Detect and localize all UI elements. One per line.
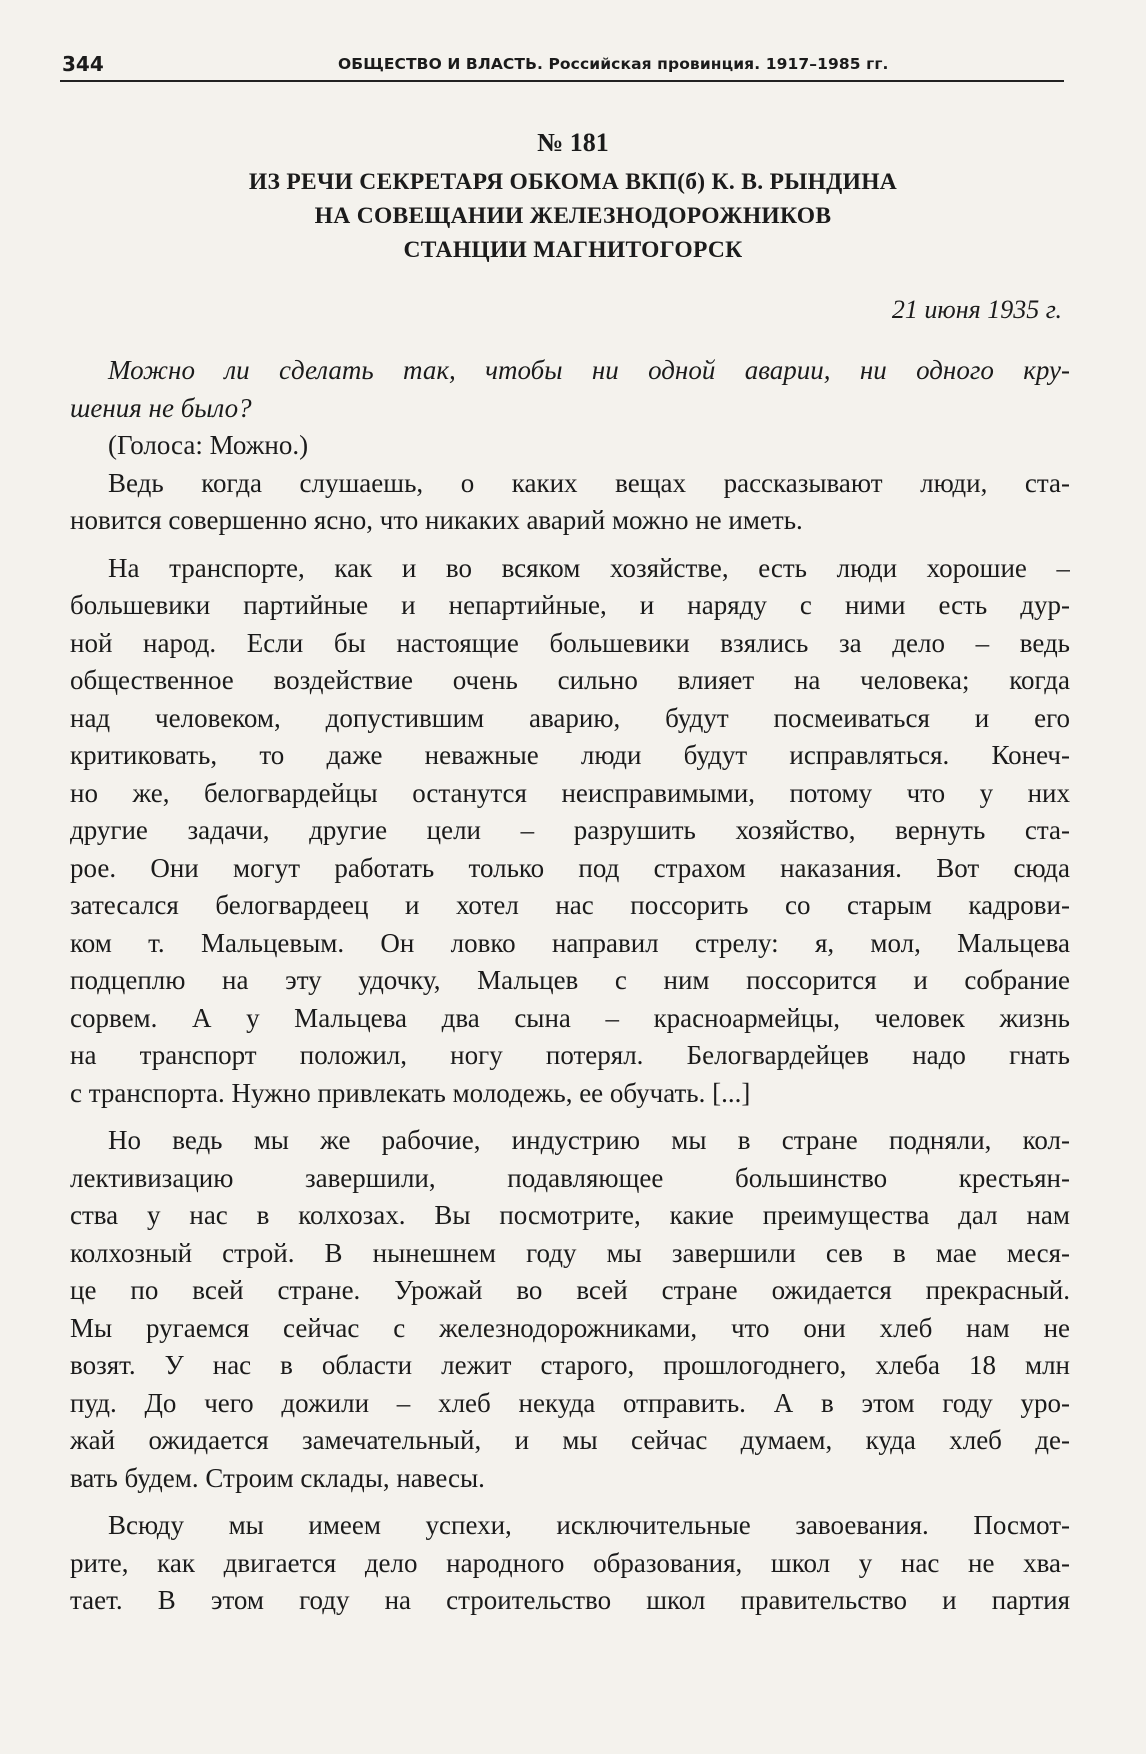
paragraph-gap bbox=[70, 1112, 1070, 1122]
body-line: на транспорт положил, ногу потерял. Белогвардейцев надо гнать bbox=[70, 1040, 1070, 1070]
body-line: пуд. До чего дожили – хлеб некуда отправить. А в этом году уро- bbox=[70, 1387, 1070, 1418]
body-line: новится совершенно ясно, что никаких аварий можно не иметь. bbox=[70, 505, 803, 535]
body-line: ства у нас в колхозах. Вы посмотрите, какие преимущества дал нам bbox=[70, 1200, 1070, 1230]
body-line: лективизацию завершили, подавляющее большинство крестьян- bbox=[70, 1162, 1070, 1193]
body-line: жай ожидается замечательный, и мы сейчас думаем, куда хлеб де- bbox=[70, 1425, 1070, 1455]
document-title-line: СТАНЦИИ МАГНИТОГОРСК bbox=[403, 237, 743, 263]
body-line: затесался белогвардеец и хотел нас поссорить со старым кадрови- bbox=[70, 890, 1070, 920]
body-line: Ведь когда слушаешь, о каких вещах рассказывают люди, ста- bbox=[108, 467, 1070, 498]
running-head: ОБЩЕСТВО И ВЛАСТЬ. Российская провинция. 1917–1985 гг. bbox=[338, 55, 889, 73]
body-line: критиковать, то даже неважные люди будут исправляться. Конеч- bbox=[70, 740, 1070, 770]
body-line: над человеком, допустившим аварию, будут посмеиваться и его bbox=[70, 702, 1070, 733]
body-line: Можно ли сделать так, чтобы ни одной аварии, ни одного кру- bbox=[108, 355, 1070, 385]
body-line: но же, белогвардейцы останутся неисправимыми, потому что у них bbox=[70, 777, 1070, 808]
document-number: № 181 bbox=[537, 128, 609, 157]
body-line: це по всей стране. Урожай во всей стране ожидается прекрасный. bbox=[70, 1275, 1070, 1305]
body-line: подцеплю на эту удочку, Мальцев с ним поссорится и собрание bbox=[70, 965, 1070, 995]
paragraph-gap bbox=[70, 1497, 1070, 1507]
body-line: ной народ. Если бы настоящие большевики взялись за дело – ведь bbox=[70, 627, 1070, 658]
document-date: 21 июня 1935 г. bbox=[891, 295, 1062, 324]
body-line: На транспорте, как и во всяком хозяйстве, есть люди хорошие – bbox=[108, 552, 1070, 583]
paragraph-gap bbox=[70, 540, 1070, 550]
body-line: Но ведь мы же рабочие, индустрию мы в стране подняли, кол- bbox=[108, 1125, 1070, 1155]
body-line: общественное воздействие очень сильно влияет на человека; когда bbox=[70, 665, 1070, 695]
body-line: Всюду мы имеем успехи, исключительные завоевания. Посмот- bbox=[108, 1510, 1070, 1540]
body-line: тает. В этом году на строительство школ правительство и партия bbox=[70, 1585, 1070, 1615]
page-number: 344 bbox=[62, 52, 104, 76]
body-line: Мы ругаемся сейчас с железнодорожниками, что они хлеб нам не bbox=[70, 1312, 1070, 1343]
body-line: другие задачи, другие цели – разрушить хозяйство, вернуть ста- bbox=[70, 815, 1070, 845]
body-line: ком т. Мальцевым. Он ловко направил стрелу: я, мол, Мальцева bbox=[70, 927, 1070, 958]
body-line: рое. Они могут работать только под страхом наказания. Вот сюда bbox=[70, 852, 1070, 883]
body-line: с транспорта. Нужно привлекать молодежь, ее обучать. [...] bbox=[70, 1077, 751, 1108]
body-line: колхозный строй. В нынешнем году мы завершили сев в мае меся- bbox=[70, 1237, 1070, 1268]
body-line: сорвем. А у Мальцева два сына – красноармейцы, человек жизнь bbox=[70, 1002, 1070, 1033]
body-line: шения не было? bbox=[70, 392, 252, 423]
body-line: возят. У нас в области лежит старого, прошлогоднего, хлеба 18 млн bbox=[70, 1350, 1070, 1380]
page-header bbox=[60, 50, 1064, 82]
document-body bbox=[70, 352, 1070, 1620]
document-title-line: ИЗ РЕЧИ СЕКРЕТАРЯ ОБКОМА ВКП(б) К. В. РЫНДИНА bbox=[248, 169, 898, 195]
body-line: вать будем. Строим склады, навесы. bbox=[70, 1462, 485, 1493]
body-line: большевики партийные и непартийные, и наряду с ними есть дур- bbox=[70, 590, 1070, 620]
document-title-line: НА СОВЕЩАНИИ ЖЕЛЕЗНОДОРОЖНИКОВ bbox=[314, 203, 832, 229]
body-line: рите, как двигается дело народного образования, школ у нас не хва- bbox=[70, 1547, 1070, 1578]
document-title bbox=[90, 165, 1056, 267]
body-line: (Голоса: Можно.) bbox=[108, 430, 309, 460]
